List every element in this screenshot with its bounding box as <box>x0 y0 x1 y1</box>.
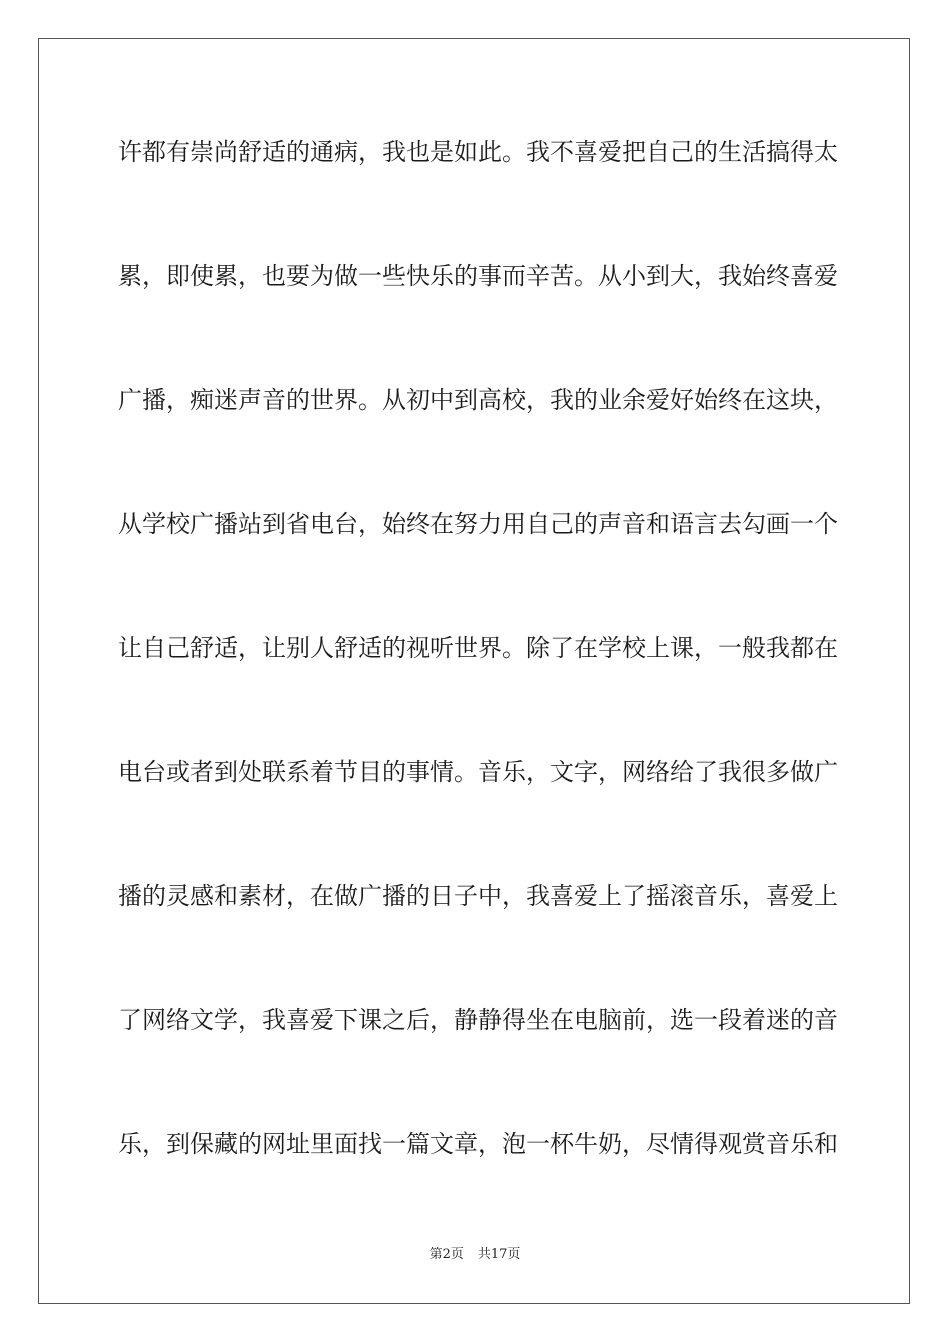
page-number: 第2页 <box>429 1247 464 1262</box>
body-text-line: 乐，到保藏的网址里面找一篇文章，泡一杯牛奶，尽情得观赏音乐和 <box>118 1130 838 1158</box>
body-text-line: 累，即使累，也要为做一些快乐的事而辛苦。从小到大，我始终喜爱 <box>118 262 838 290</box>
body-text-line: 播的灵感和素材，在做广播的日子中，我喜爱上了摇滚音乐，喜爱上 <box>118 882 838 910</box>
body-text-line: 广播，痴迷声音的世界。从初中到高校，我的业余爱好始终在这块， <box>118 386 838 414</box>
body-text-line: 从学校广播站到省电台，始终在努力用自己的声音和语言去勾画一个 <box>118 510 838 538</box>
page-footer <box>0 1247 950 1263</box>
body-text-line: 让自己舒适，让别人舒适的视听世界。除了在学校上课，一般我都在 <box>118 634 838 662</box>
page-total: 共17页 <box>477 1247 521 1262</box>
body-text-line: 许都有崇尚舒适的通病，我也是如此。我不喜爱把自己的生活搞得太 <box>118 138 838 166</box>
page-border <box>38 38 910 1304</box>
body-text-line: 了网络文学，我喜爱下课之后，静静得坐在电脑前，选一段着迷的音 <box>118 1006 838 1034</box>
body-text-line: 电台或者到处联系着节目的事情。音乐，文字，网络给了我很多做广 <box>118 758 838 786</box>
